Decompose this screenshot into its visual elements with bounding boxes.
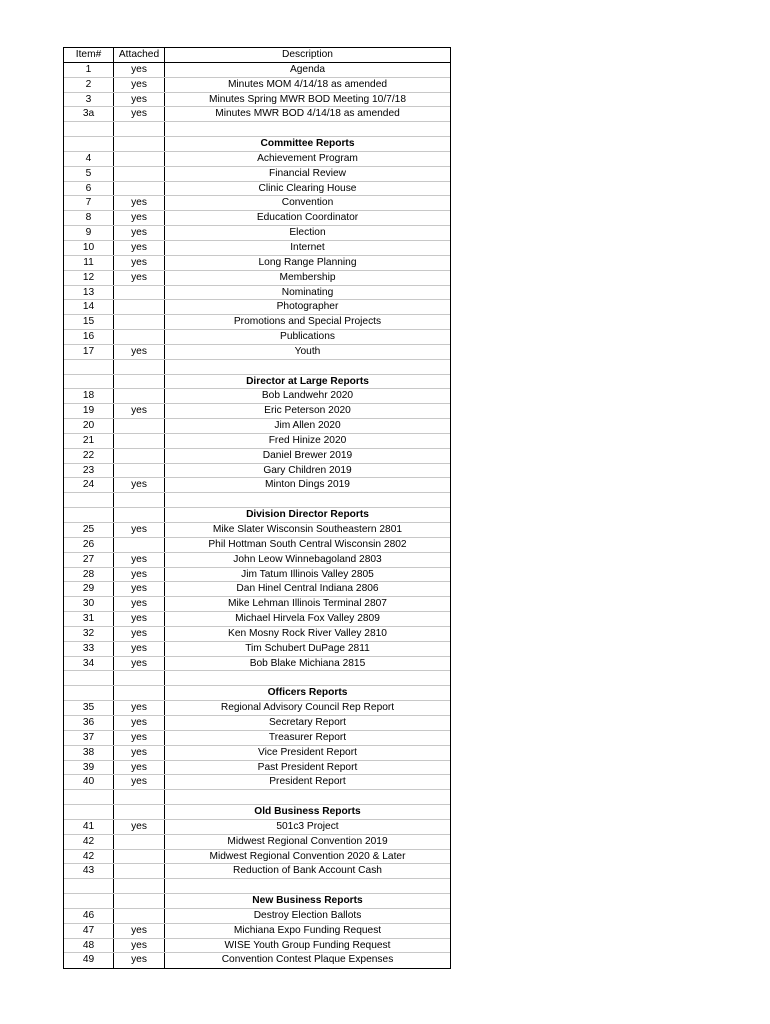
description-cell: [165, 671, 450, 685]
table-row: [64, 538, 450, 553]
item-number-cell: 48: [64, 939, 114, 953]
table-row: [64, 211, 450, 226]
attached-cell: [114, 879, 165, 893]
description-cell: Daniel Brewer 2019: [262, 449, 353, 461]
attached-cell: [114, 493, 165, 507]
attached-cell: yes: [114, 924, 165, 938]
item-number-cell: 14: [64, 300, 114, 314]
attached-cell: [114, 538, 165, 552]
description-cell: Eric Peterson 2020: [264, 405, 351, 417]
description-cell: Minutes Spring MWR BOD Meeting 10/7/18: [208, 93, 407, 105]
description-cell: Photographer: [276, 301, 339, 313]
item-number-cell: 10: [64, 241, 114, 255]
item-number-cell: 6: [64, 182, 114, 196]
attached-cell: [114, 850, 165, 864]
description-cell: Mike Slater Wisconsin Southeastern 2801: [212, 524, 403, 535]
section-header-row: [64, 375, 450, 390]
description-cell: Education Coordinator: [256, 212, 359, 224]
attached-cell: [114, 434, 165, 448]
description-cell: Achievement Program: [257, 152, 358, 164]
table-body: [64, 63, 450, 968]
attached-cell: [114, 167, 165, 181]
item-number-cell: 9: [64, 226, 114, 240]
item-number-cell: 11: [64, 256, 114, 270]
description-cell: Tim Schubert DuPage 2811: [245, 642, 370, 654]
attached-cell: yes: [114, 241, 165, 255]
attached-cell: yes: [114, 568, 165, 582]
item-number-cell: 35: [64, 701, 114, 715]
table-row: [64, 167, 450, 182]
description-cell: Minutes MOM 4/14/18 as amended: [227, 78, 388, 90]
table-row: [64, 478, 450, 493]
description-cell: Convention Contest Plaque Expenses: [221, 954, 394, 966]
item-number-cell: 20: [64, 419, 114, 433]
table-row: [64, 63, 450, 78]
description-cell: John Leow Winnebagoland 2803: [233, 553, 382, 565]
item-number-cell: [64, 894, 114, 908]
item-number-cell: 49: [64, 953, 114, 968]
section-header-row: [64, 137, 450, 152]
item-number-cell: [64, 790, 114, 804]
item-number-cell: 26: [64, 538, 114, 552]
description-cell: [165, 360, 450, 374]
description-cell: [165, 493, 450, 507]
description-cell: Long Range Planning: [258, 256, 357, 268]
attached-cell: yes: [114, 627, 165, 641]
item-number-cell: 23: [64, 464, 114, 478]
blank-row: [64, 360, 450, 375]
table-row: [64, 582, 450, 597]
agenda-items-table: [63, 47, 451, 969]
item-number-cell: 17: [64, 345, 114, 359]
table-header-row: [64, 48, 450, 63]
item-number-cell: [64, 805, 114, 819]
table-row: [64, 716, 450, 731]
item-number-cell: 34: [64, 657, 114, 671]
table-row: [64, 315, 450, 330]
description-cell: Vice President Report: [258, 746, 357, 758]
attached-cell: yes: [114, 657, 165, 671]
description-cell: Fred Hinize 2020: [268, 434, 347, 446]
item-number-cell: 32: [64, 627, 114, 641]
attached-cell: yes: [114, 775, 165, 789]
attached-cell: yes: [114, 211, 165, 225]
description-cell: Secretary Report: [268, 716, 346, 728]
item-number-cell: 24: [64, 478, 114, 492]
section-title: Old Business Reports: [254, 806, 361, 818]
section-title: Director at Large Reports: [246, 375, 369, 387]
description-cell: Ken Mosny Rock River Valley 2810: [228, 627, 387, 639]
item-number-cell: 36: [64, 716, 114, 730]
item-number-cell: 38: [64, 746, 114, 760]
table-row: [64, 241, 450, 256]
table-row: [64, 345, 450, 360]
table-row: [64, 434, 450, 449]
item-number-cell: 16: [64, 330, 114, 344]
description-cell: Michael Hirvela Fox Valley 2809: [235, 613, 380, 625]
blank-row: [64, 671, 450, 686]
description-cell: [165, 122, 450, 136]
item-number-cell: 19: [64, 404, 114, 418]
item-number-cell: 47: [64, 924, 114, 938]
item-number-cell: 43: [64, 864, 114, 878]
item-number-cell: 33: [64, 642, 114, 656]
attached-cell: [114, 805, 165, 819]
item-number-cell: 5: [64, 167, 114, 181]
description-cell: Youth: [294, 345, 321, 357]
table-row: [64, 464, 450, 479]
attached-cell: [114, 508, 165, 522]
description-cell: Michiana Expo Funding Request: [233, 924, 382, 936]
description-cell: Gary Children 2019: [263, 464, 352, 476]
attached-cell: yes: [114, 953, 165, 968]
table-row: [64, 953, 450, 968]
description-cell: Destroy Election Ballots: [253, 909, 362, 921]
attached-cell: [114, 360, 165, 374]
description-cell: Past President Report: [257, 761, 358, 773]
attached-cell: [114, 300, 165, 314]
item-number-cell: 13: [64, 286, 114, 300]
table-row: [64, 850, 450, 865]
section-header-row: [64, 805, 450, 820]
section-title: New Business Reports: [252, 895, 363, 907]
attached-cell: yes: [114, 196, 165, 210]
table-row: [64, 939, 450, 954]
table-row: [64, 226, 450, 241]
attached-cell: yes: [114, 820, 165, 834]
attached-cell: [114, 419, 165, 433]
description-cell: [165, 879, 450, 893]
description-cell: Jim Allen 2020: [274, 420, 341, 432]
description-cell: Treasurer Report: [268, 731, 347, 743]
table-row: [64, 300, 450, 315]
description-cell: Promotions and Special Projects: [233, 316, 382, 328]
description-cell: Minton Dings 2019: [265, 479, 350, 491]
description-cell: Clinic Clearing House: [258, 182, 357, 194]
description-cell: Election: [289, 227, 326, 239]
item-number-cell: 12: [64, 271, 114, 285]
attached-cell: yes: [114, 256, 165, 270]
table-row: [64, 820, 450, 835]
item-number-cell: [64, 508, 114, 522]
description-cell: Membership: [279, 271, 336, 283]
table-row: [64, 107, 450, 122]
attached-cell: [114, 835, 165, 849]
item-number-cell: [64, 493, 114, 507]
description-cell: Bob Blake Michiana 2815: [249, 657, 366, 669]
table-row: [64, 553, 450, 568]
item-number-cell: [64, 137, 114, 151]
table-row: [64, 924, 450, 939]
table-row: [64, 731, 450, 746]
description-cell: Convention: [281, 197, 334, 209]
description-cell: Nominating: [281, 286, 334, 298]
item-number-cell: 46: [64, 909, 114, 923]
description-cell: Minutes MWR BOD 4/14/18 as amended: [215, 108, 400, 120]
table-row: [64, 612, 450, 627]
description-cell: Internet: [290, 241, 325, 253]
attached-cell: yes: [114, 107, 165, 121]
item-number-cell: 3a: [64, 107, 114, 121]
item-number-cell: 39: [64, 761, 114, 775]
description-cell: Publications: [280, 331, 335, 343]
attached-cell: yes: [114, 716, 165, 730]
attached-cell: [114, 389, 165, 403]
item-number-cell: [64, 375, 114, 389]
item-number-cell: [64, 122, 114, 136]
attached-cell: [114, 909, 165, 923]
item-number-cell: [64, 671, 114, 685]
item-number-header: Item#: [64, 48, 114, 62]
blank-row: [64, 790, 450, 805]
item-number-cell: [64, 360, 114, 374]
attached-cell: yes: [114, 597, 165, 611]
table-row: [64, 404, 450, 419]
attached-cell: [114, 671, 165, 685]
attached-cell: yes: [114, 523, 165, 537]
description-cell: Financial Review: [268, 167, 346, 179]
attached-cell: [114, 182, 165, 196]
attached-cell: yes: [114, 78, 165, 92]
description-cell: Midwest Regional Convention 2020 & Later: [209, 850, 406, 862]
blank-row: [64, 493, 450, 508]
table-row: [64, 389, 450, 404]
description-cell: Mike Lehman Illinois Terminal 2807: [228, 598, 387, 610]
table-row: [64, 286, 450, 301]
table-row: [64, 568, 450, 583]
attached-cell: yes: [114, 761, 165, 775]
item-number-cell: [64, 686, 114, 700]
section-title: Committee Reports: [260, 138, 355, 150]
item-number-cell: 4: [64, 152, 114, 166]
item-number-cell: 28: [64, 568, 114, 582]
table-row: [64, 93, 450, 108]
table-row: [64, 271, 450, 286]
item-number-cell: 42: [64, 835, 114, 849]
table-row: [64, 761, 450, 776]
item-number-cell: 29: [64, 582, 114, 596]
item-number-cell: 25: [64, 523, 114, 537]
description-cell: Midwest Regional Convention 2019: [227, 835, 388, 847]
description-cell: Phil Hottman South Central Wisconsin 2802: [208, 538, 407, 550]
attached-cell: yes: [114, 731, 165, 745]
description-cell: 501c3 Project: [276, 820, 339, 832]
attached-cell: yes: [114, 939, 165, 953]
description-cell: Dan Hinel Central Indiana 2806: [236, 583, 379, 595]
attached-cell: [114, 122, 165, 136]
item-number-cell: 41: [64, 820, 114, 834]
table-row: [64, 642, 450, 657]
attached-cell: yes: [114, 478, 165, 492]
attached-cell: [114, 375, 165, 389]
table-row: [64, 597, 450, 612]
attached-cell: [114, 449, 165, 463]
table-row: [64, 196, 450, 211]
attached-cell: [114, 286, 165, 300]
table-row: [64, 78, 450, 93]
attached-cell: [114, 330, 165, 344]
attached-cell: yes: [114, 271, 165, 285]
description-cell: Jim Tatum Illinois Valley 2805: [241, 568, 374, 580]
table-row: [64, 449, 450, 464]
item-number-cell: 1: [64, 63, 114, 77]
item-number-cell: 40: [64, 775, 114, 789]
attached-cell: yes: [114, 612, 165, 626]
item-number-cell: 7: [64, 196, 114, 210]
item-number-cell: 30: [64, 597, 114, 611]
section-title: Officers Reports: [267, 687, 348, 699]
attached-cell: [114, 152, 165, 166]
attached-header: Attached: [114, 48, 165, 62]
table-row: [64, 152, 450, 167]
section-title: Division Director Reports: [246, 509, 369, 521]
attached-cell: yes: [114, 553, 165, 567]
description-cell: Bob Landwehr 2020: [261, 390, 354, 402]
table-row: [64, 256, 450, 271]
description-cell: WISE Youth Group Funding Request: [224, 939, 391, 951]
table-row: [64, 864, 450, 879]
description-cell: Reduction of Bank Account Cash: [233, 865, 382, 877]
section-header-row: [64, 508, 450, 523]
attached-cell: yes: [114, 642, 165, 656]
description-cell: President Report: [269, 776, 346, 788]
table-row: [64, 182, 450, 197]
table-row: [64, 419, 450, 434]
attached-cell: yes: [114, 404, 165, 418]
item-number-cell: 31: [64, 612, 114, 626]
description-cell: Regional Advisory Council Rep Report: [220, 702, 395, 714]
item-number-cell: 42: [64, 850, 114, 864]
table-row: [64, 746, 450, 761]
attached-cell: [114, 894, 165, 908]
item-number-cell: 2: [64, 78, 114, 92]
attached-cell: yes: [114, 93, 165, 107]
attached-cell: yes: [114, 345, 165, 359]
attached-cell: yes: [114, 746, 165, 760]
section-header-row: [64, 894, 450, 909]
table-row: [64, 701, 450, 716]
blank-row: [64, 879, 450, 894]
attached-cell: yes: [114, 582, 165, 596]
item-number-cell: [64, 879, 114, 893]
table-row: [64, 330, 450, 345]
table-row: [64, 627, 450, 642]
item-number-cell: 3: [64, 93, 114, 107]
attached-cell: yes: [114, 63, 165, 77]
table-row: [64, 775, 450, 790]
item-number-cell: 21: [64, 434, 114, 448]
description-cell: [165, 790, 450, 804]
item-number-cell: 27: [64, 553, 114, 567]
attached-cell: [114, 864, 165, 878]
attached-cell: [114, 315, 165, 329]
table-row: [64, 909, 450, 924]
description-cell: Agenda: [289, 63, 326, 75]
item-number-cell: 15: [64, 315, 114, 329]
item-number-cell: 8: [64, 211, 114, 225]
attached-cell: yes: [114, 226, 165, 240]
table-row: [64, 835, 450, 850]
item-number-cell: 22: [64, 449, 114, 463]
item-number-cell: 37: [64, 731, 114, 745]
item-number-cell: 18: [64, 389, 114, 403]
description-header: Description: [282, 49, 333, 60]
table-row: [64, 523, 450, 538]
attached-cell: [114, 137, 165, 151]
section-header-row: [64, 686, 450, 701]
attached-cell: [114, 686, 165, 700]
attached-cell: [114, 464, 165, 478]
blank-row: [64, 122, 450, 137]
attached-cell: yes: [114, 701, 165, 715]
table-row: [64, 657, 450, 672]
attached-cell: [114, 790, 165, 804]
